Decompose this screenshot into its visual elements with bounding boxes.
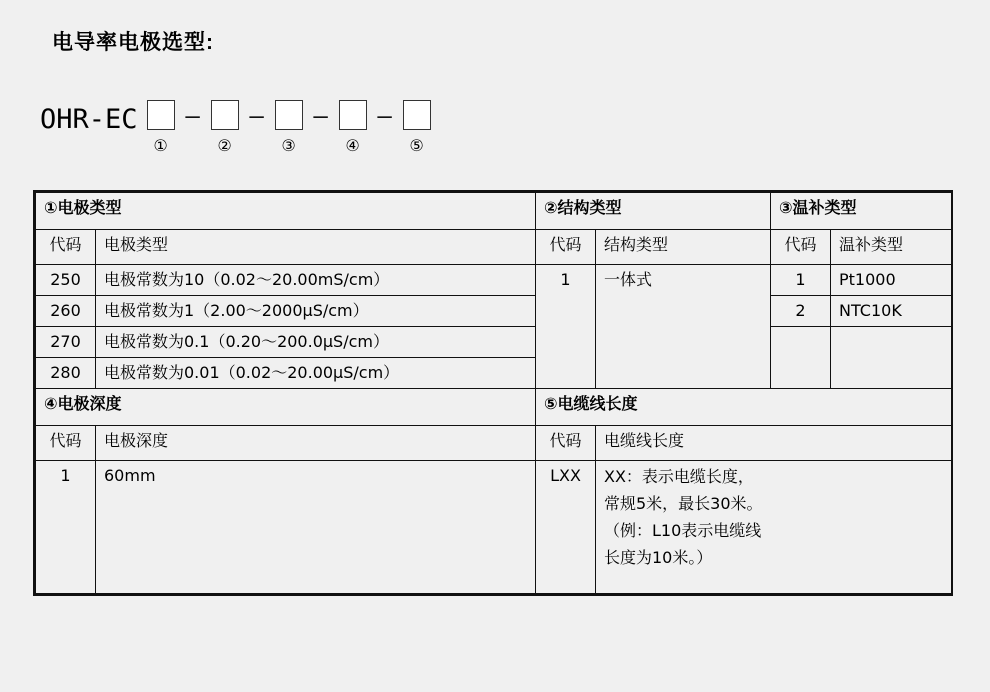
model-slot-2-marker: ② — [217, 136, 232, 155]
model-slot-3-box[interactable] — [275, 100, 303, 130]
model-slot-4[interactable] — [336, 100, 370, 156]
model-slot-1-marker: ① — [153, 136, 168, 155]
page-title: 电导率电极选型: — [52, 31, 214, 54]
electrode-depth-name: 60mm — [96, 461, 536, 594]
section-heading-cable-length: ⑤电缆线长度 — [536, 389, 952, 426]
model-slot-5-marker: ⑤ — [409, 136, 424, 155]
electrode-type-name: 电极常数为0.1（0.20～200.0μS/cm） — [96, 327, 536, 358]
model-separator-2: — — [249, 102, 264, 130]
col-header-name-5: 电缆线长度 — [596, 426, 952, 461]
col-header-code-4: 代码 — [36, 426, 96, 461]
model-slot-3[interactable] — [272, 100, 306, 156]
col-header-code-3: 代码 — [771, 230, 831, 265]
model-separator-1: — — [185, 102, 200, 130]
model-slot-3-group — [272, 100, 306, 156]
model-slot-5[interactable] — [400, 100, 434, 156]
selection-table — [33, 190, 953, 596]
table-row — [36, 296, 952, 327]
col-header-name-4: 电极深度 — [96, 426, 536, 461]
model-slot-2-group — [208, 100, 242, 156]
col-header-code-5: 代码 — [536, 426, 596, 461]
electrode-depth-code: 1 — [36, 461, 96, 594]
model-separator-3: — — [313, 102, 328, 130]
temp-comp-code: 1 — [771, 265, 831, 296]
cable-length-code: LXX — [536, 461, 596, 594]
section-heading-electrode-type: ①电极类型 — [36, 193, 536, 230]
col-header-code-2: 代码 — [536, 230, 596, 265]
table-row — [36, 230, 952, 265]
model-slot-4-box[interactable] — [339, 100, 367, 130]
temp-comp-name: NTC10K — [831, 296, 952, 327]
table-row — [36, 327, 952, 358]
model-separator-4: — — [377, 102, 392, 130]
temp-comp-filler-code — [771, 327, 831, 389]
electrode-type-code: 270 — [36, 327, 96, 358]
model-code-builder — [40, 100, 434, 156]
electrode-type-name: 电极常数为0.01（0.02～20.00μS/cm） — [96, 358, 536, 389]
electrode-type-code: 280 — [36, 358, 96, 389]
table-row — [36, 461, 952, 594]
model-slot-5-box[interactable] — [403, 100, 431, 130]
cable-length-line: XX：表示电缆长度， — [604, 467, 754, 486]
table-row — [36, 265, 952, 296]
electrode-type-name: 电极常数为10（0.02～20.00mS/cm） — [96, 265, 536, 296]
model-slot-3-marker: ③ — [281, 136, 296, 155]
cable-length-description — [596, 461, 952, 594]
temp-comp-name: Pt1000 — [831, 265, 952, 296]
col-header-name-3: 温补类型 — [831, 230, 952, 265]
model-slot-2[interactable] — [208, 100, 242, 156]
model-slot-4-marker: ④ — [345, 136, 360, 155]
table-row — [36, 389, 952, 426]
cable-length-line: （例：L10表示电缆线 — [604, 521, 762, 540]
electrode-type-name: 电极常数为1（2.00～2000μS/cm） — [96, 296, 536, 327]
section-heading-electrode-depth: ④电极深度 — [36, 389, 536, 426]
model-slot-1-group — [144, 100, 178, 156]
cable-length-line: 长度为10米。） — [604, 548, 713, 567]
temp-comp-code: 2 — [771, 296, 831, 327]
section-heading-structure-type: ②结构类型 — [536, 193, 771, 230]
model-slot-5-group — [400, 100, 434, 156]
section-heading-temp-comp-type: ③温补类型 — [771, 193, 952, 230]
electrode-type-code: 250 — [36, 265, 96, 296]
model-slot-1-box[interactable] — [147, 100, 175, 130]
table-row — [36, 426, 952, 461]
model-slot-2-box[interactable] — [211, 100, 239, 130]
model-slot-1[interactable] — [144, 100, 178, 156]
electrode-type-code: 260 — [36, 296, 96, 327]
structure-type-name: 一体式 — [596, 265, 771, 389]
model-slot-4-group — [336, 100, 370, 156]
temp-comp-filler-name — [831, 327, 952, 389]
model-prefix-label: OHR-EC — [40, 104, 138, 135]
structure-type-code: 1 — [536, 265, 596, 389]
table-row — [36, 193, 952, 230]
col-header-name-2: 结构类型 — [596, 230, 771, 265]
col-header-name-1: 电极类型 — [96, 230, 536, 265]
cable-length-line: 常规5米，最长30米。 — [604, 494, 763, 513]
col-header-code-1: 代码 — [36, 230, 96, 265]
